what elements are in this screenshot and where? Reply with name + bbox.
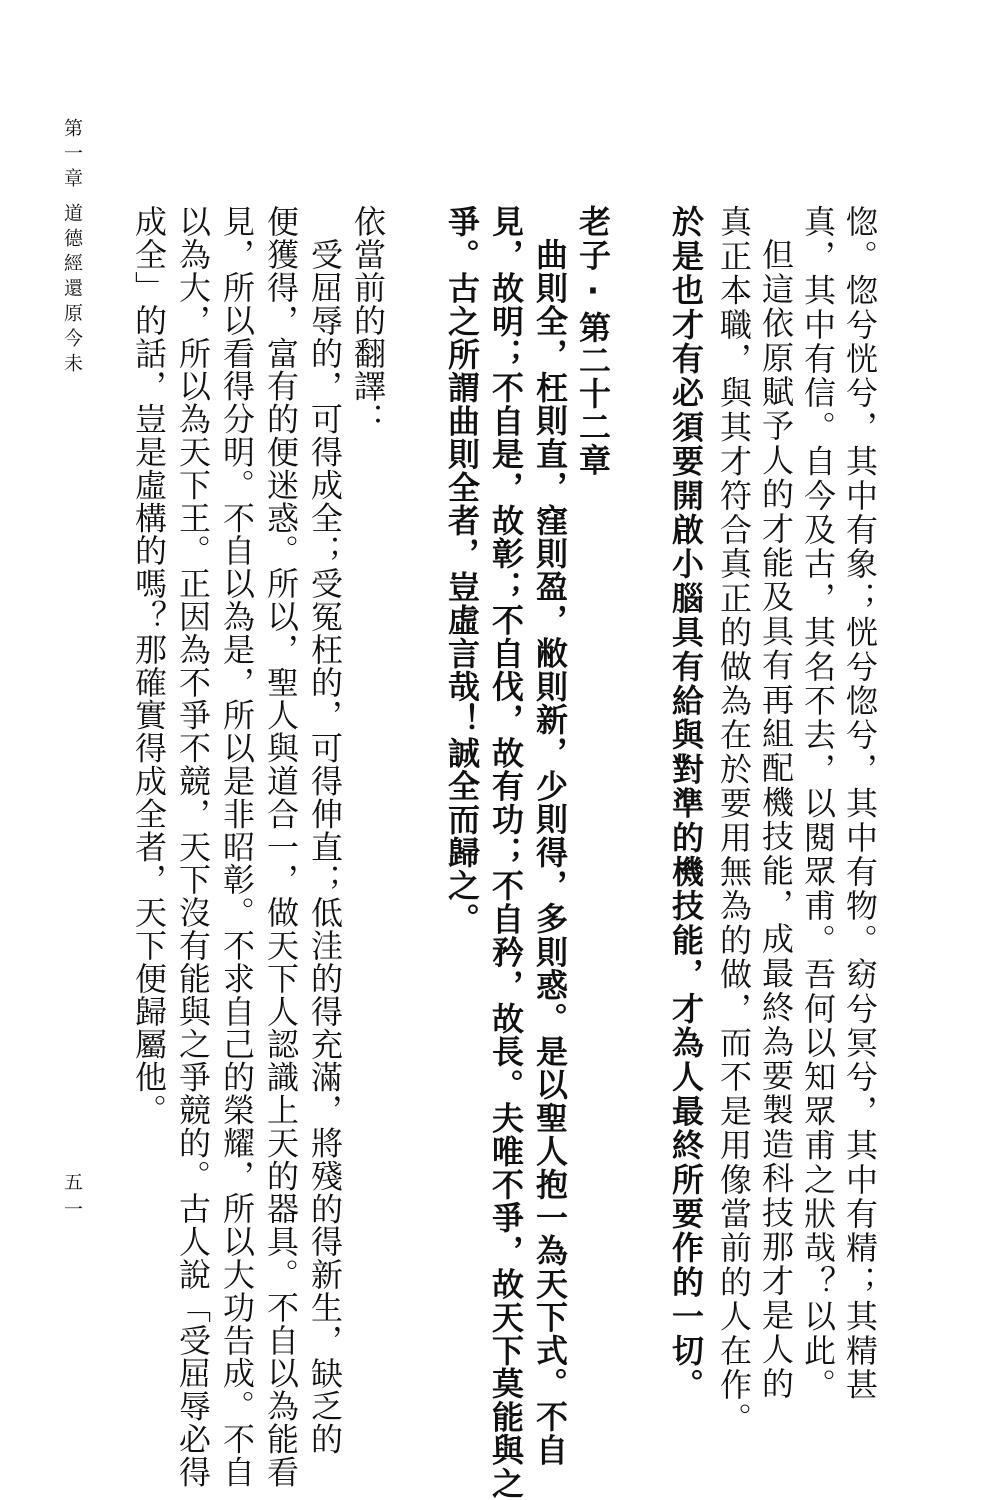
commentary-line: 真，其中有信。自今及古，其名不去，以閱眾甫。吾何以知眾甫之狀哉？以此。	[799, 205, 837, 1402]
chapter-label: 第一章	[61, 118, 83, 193]
chapter-line: 見，故明；不自是，故彰；不自伐，故有功；不自矜，故長。夫唯不爭，故天下莫能與之	[487, 205, 525, 1500]
translation-line: 以為大，所以為天下王。正因為不爭不競，天下沒有能與之爭競的。古人說「受屈辱必得	[174, 205, 212, 1489]
translation-line: 見，所以看得分明。不自以為是，所以是非昭彰。不求自己的榮耀，所以大功告成。不自	[218, 205, 256, 1489]
commentary-line: 真正本職，與其才符合真正的做為在於要用無為的做，而不是用像當前的人在作。	[715, 205, 753, 1437]
chapter-line: 爭。古之所謂曲則全者，豈虛言哉！誠全而歸之。	[443, 205, 481, 936]
translation-line: 成全」的話，豈是虛構的嗎？那確實得成全者，天下便歸屬他。	[130, 205, 168, 1127]
book-title: 道德經還原今未	[61, 203, 83, 378]
chapter-line: 曲則全，枉則直，窪則盈，敝則新，少則得，多則惑。是以聖人抱一為天下式。不自	[531, 238, 569, 1467]
page-number: 五一	[61, 1172, 83, 1226]
chapter-heading: 老子·第二十二章	[574, 205, 612, 477]
commentary-line: 惚。惚兮恍兮，其中有象；恍兮惚兮，其中有物。窈兮冥兮，其中有精；其精甚	[841, 205, 879, 1402]
commentary-line: 但這依原賦予人的才能及具有再組配機技能，成最終為要製造科技那才是人的	[757, 238, 795, 1401]
translation-line: 受屈辱的，可得成全；受冤枉的，可得伸直；低洼的得充滿，將殘的得新生，缺乏的	[306, 238, 344, 1456]
commentary-line: 於是也才有必須要開啟小腦具有給與對準的機技能，才為人最終所要作的一切。	[667, 205, 705, 1402]
translation-heading: 依當前的翻譯：	[349, 205, 387, 436]
translation-line: 便獲得，富有的便迷惑。所以，聖人與道合一，做天下人認識上天的器具。不自以為能看	[262, 205, 300, 1489]
